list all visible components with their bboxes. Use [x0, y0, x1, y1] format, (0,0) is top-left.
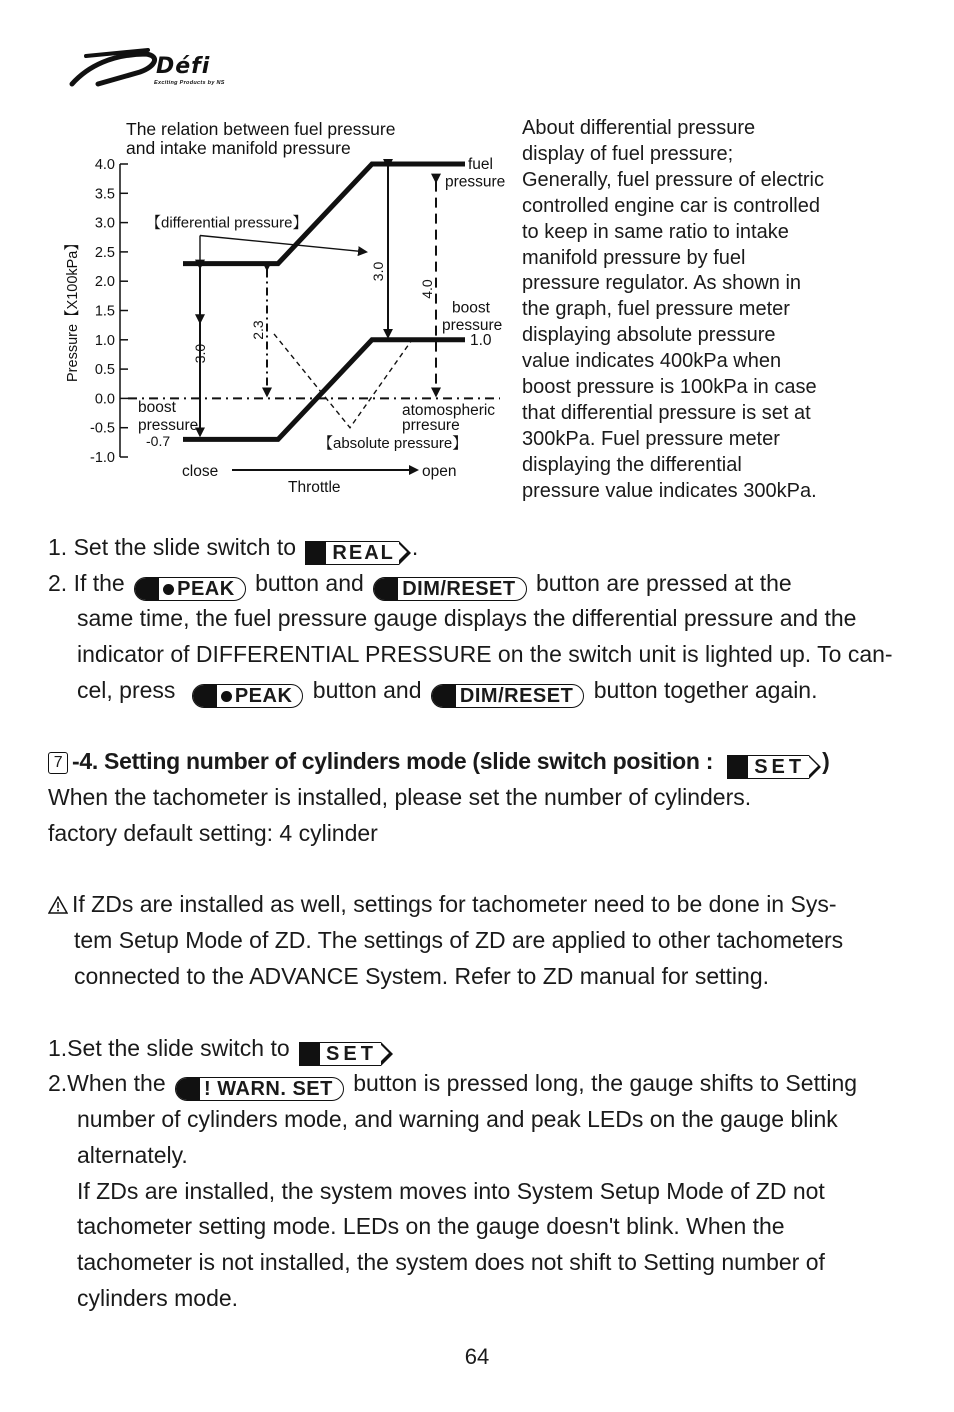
- step-2-line-4: cel, press PEAK button and DIM/RESET button together again.: [77, 677, 818, 707]
- side-note-line: that differential pressure is set at: [522, 401, 811, 424]
- label-3-0-right: 3.0: [370, 261, 386, 282]
- y-tick-label: 2.5: [94, 244, 115, 261]
- warning-icon: [48, 896, 68, 914]
- warning-line-1: If ZDs are installed as well, settings for tachometer need to be done in Sys-: [48, 890, 837, 918]
- label-boost-left-2: pressure: [138, 416, 199, 434]
- step-2-line-2: same time, the fuel pressure gauge displays the differential pressure and the: [77, 605, 857, 631]
- label-2-3: 2.3: [250, 320, 266, 340]
- y-tick-label: 0.5: [94, 362, 115, 379]
- section-line-1: When the tachometer is installed, please set the number of cylinders.: [48, 784, 752, 810]
- step-2-line-3: indicator of DIFFERENTIAL PRESSURE on the switch unit is lighted up. To can-: [77, 641, 893, 667]
- side-note-line: 300kPa. Fuel pressure meter: [522, 427, 780, 450]
- step-b-line-3: alternately.: [77, 1142, 188, 1168]
- side-note-line: About differential pressure: [522, 117, 756, 139]
- set-switch-button: SET: [299, 1042, 381, 1066]
- side-note-line: the graph, fuel pressure meter: [522, 298, 790, 321]
- step-1: 1. Set the slide switch to REAL .: [48, 534, 419, 564]
- label-absolute: 【absolute pressure】: [318, 435, 468, 452]
- y-tick-label: -1.0: [90, 450, 115, 466]
- label-fuel-2: pressure: [445, 173, 506, 191]
- side-note-line: value indicates 400kPa when: [522, 350, 782, 373]
- side-note-line: displaying absolute pressure: [522, 324, 776, 347]
- dim-reset-button-2: DIM/RESET: [431, 684, 584, 708]
- y-tick-label: 1.0: [94, 332, 115, 349]
- x-axis-label: Throttle: [288, 479, 341, 496]
- defi-logo: [68, 44, 268, 92]
- step-b-line-6: tachometer is not installed, the system does not shift to Setting number of: [77, 1249, 825, 1275]
- step-b-2: 2.When the ! WARN. SET button is pressed long, the gauge shifts to Setting: [48, 1070, 858, 1100]
- section-line-2: factory default setting: 4 cylinder: [48, 820, 378, 846]
- side-note-line: displaying the differential: [522, 453, 742, 476]
- label-3-0-left: 3.0: [192, 343, 208, 364]
- side-note-line: display of fuel pressure;: [522, 142, 734, 165]
- y-tick-label: 3.5: [94, 186, 115, 203]
- pressure-chart-svg: [60, 112, 520, 502]
- diff-arrow-right: [200, 235, 366, 251]
- side-note-line: pressure value indicates 300kPa.: [522, 479, 817, 502]
- dim-reset-button: DIM/RESET: [373, 577, 526, 601]
- real-switch-button: REAL: [305, 541, 398, 565]
- y-tick-label: 0.0: [94, 391, 115, 408]
- warning-line-3: connected to the ADVANCE System. Refer to ZD manual for setting.: [74, 963, 769, 989]
- pressure-chart: [60, 112, 520, 502]
- chart-title-line: and intake manifold pressure: [126, 138, 351, 158]
- y-tick-label: 3.0: [94, 215, 115, 232]
- label-boost-value-left: -0.7: [146, 433, 171, 450]
- logo-tagline: Exciting Products by NS: [154, 80, 225, 86]
- x-tick-label-open: open: [422, 463, 457, 480]
- label-4-0: 4.0: [419, 279, 435, 299]
- side-note-line: boost pressure is 100kPa in case: [522, 376, 817, 399]
- side-note: [522, 116, 862, 505]
- step-b-line-2: number of cylinders mode, and warning and peak LEDs on the gauge blink: [77, 1106, 838, 1132]
- side-note-line: pressure regulator. As shown in: [522, 272, 802, 295]
- label-fuel-1: fuel: [468, 156, 493, 173]
- peak-button: PEAK: [134, 577, 246, 601]
- section-heading: 7 -4. Setting number of cylinders mode (slide switch position : SET ): [48, 747, 829, 779]
- section-number-badge: 7: [48, 752, 68, 774]
- y-tick-label: 1.5: [94, 303, 115, 320]
- step-1-text: 1. Set the slide switch to: [48, 534, 297, 560]
- side-note-line: controlled engine car is controlled: [522, 194, 820, 217]
- x-tick-label-close: close: [182, 463, 219, 480]
- y-tick-label: 2.0: [94, 274, 115, 291]
- label-boost-left-1: boost: [138, 399, 176, 417]
- label-boost-right-1: boost: [452, 299, 490, 317]
- step-b-1: 1.Set the slide switch to SET: [48, 1034, 384, 1066]
- page-number: 64: [464, 1344, 490, 1369]
- y-axis-label: Pressure【X100kPa】: [65, 236, 81, 382]
- label-boost-right-2: pressure: [442, 317, 503, 335]
- logo-wordmark: Défi: [156, 54, 211, 79]
- step-2: 2. If the PEAK button and DIM/RESET button are pressed at the: [48, 570, 792, 600]
- step-b-line-5: tachometer setting mode. LEDs on the gauge doesn't blink. When the: [77, 1213, 785, 1239]
- step-b-line-7: cylinders mode.: [77, 1285, 239, 1311]
- label-atmospheric-1: atomospheric: [402, 402, 496, 420]
- step-2-text: 2. If the: [48, 570, 125, 596]
- y-tick-label: -0.5: [90, 420, 115, 437]
- step-b-line-4: If ZDs are installed, the system moves into System Setup Mode of ZD not: [77, 1178, 825, 1204]
- side-note-line: manifold pressure by fuel: [522, 246, 746, 269]
- warn-set-button: ! WARN. SET: [175, 1077, 344, 1101]
- side-note-line: Generally, fuel pressure of electric: [522, 168, 824, 191]
- y-tick-label: 4.0: [94, 157, 115, 173]
- label-boost-value-right: 1.0: [470, 331, 492, 349]
- label-differential: 【differential pressure】: [146, 214, 308, 232]
- warning-line-2: tem Setup Mode of ZD. The settings of ZD are applied to other tachometers: [74, 927, 844, 953]
- defi-swoosh-icon: [68, 44, 158, 92]
- set-switch-heading: SET: [727, 755, 809, 779]
- side-note-line: to keep in same ratio to intake: [522, 220, 789, 243]
- peak-button-2: PEAK: [192, 684, 304, 708]
- chart-title-line: The relation between fuel pressure: [126, 119, 396, 139]
- abs-dashed-arrows: [274, 334, 412, 428]
- label-atmospheric-2: prresure: [402, 416, 460, 434]
